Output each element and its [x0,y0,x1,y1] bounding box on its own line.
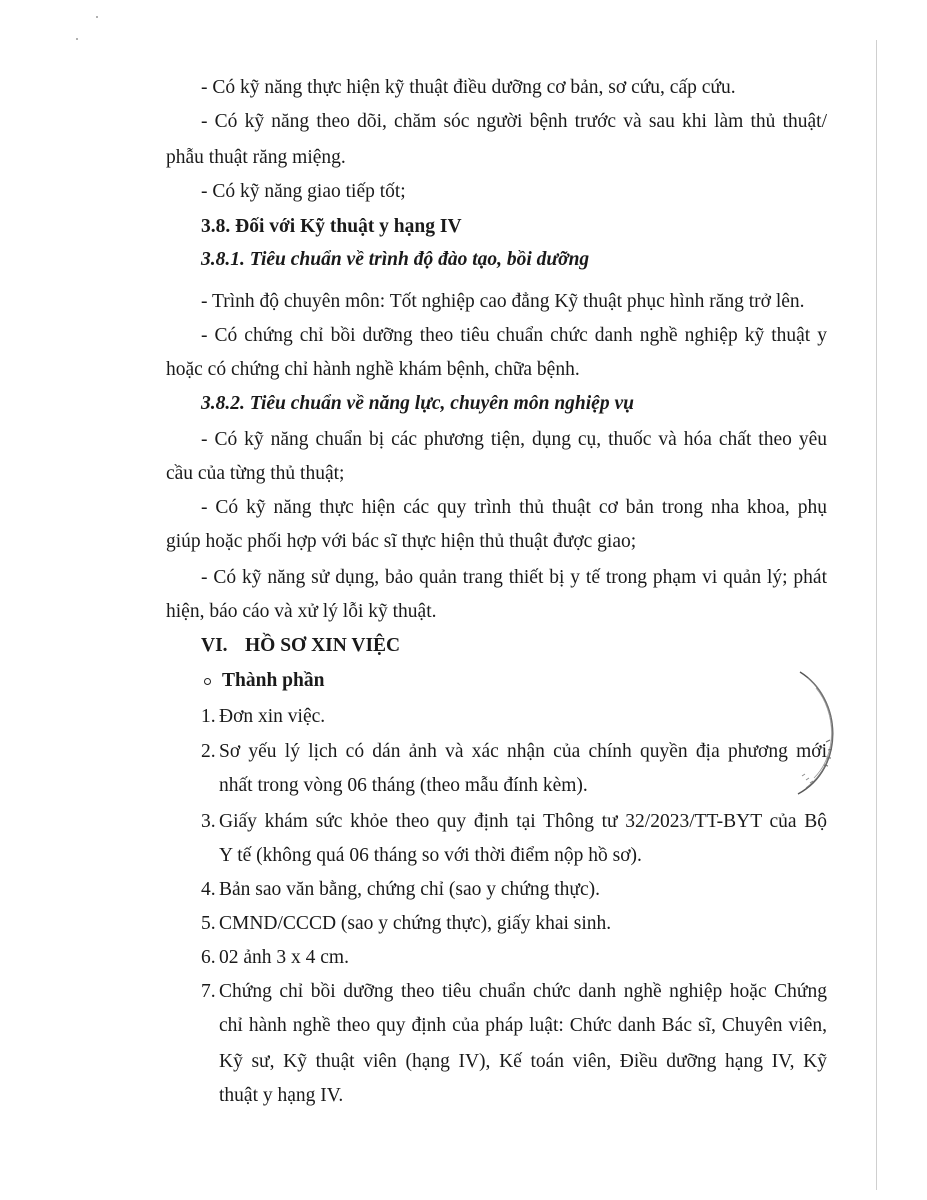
list-number: 5. [201,913,216,934]
paragraph-line: - Có kỹ năng giao tiếp tốt; [201,181,406,202]
list-item-line: nhất trong vòng 06 tháng (theo mẫu đính kèm). [219,775,588,796]
paragraph-line: - Có kỹ năng chuẩn bị các phương tiện, dụng cụ, thuốc và hóa chất theo yêu [201,429,827,450]
scan-speck [76,38,78,40]
section-numeral: VI. [201,635,228,656]
paragraph-line: - Có chứng chỉ bồi dưỡng theo tiêu chuẩn chức danh nghề nghiệp kỹ thuật y [201,325,827,346]
bullet-dot-icon [204,678,211,685]
list-number: 1. [201,706,216,727]
list-number: 7. [201,981,216,1002]
list-item-line: thuật y hạng IV. [219,1085,344,1106]
paragraph-line: giúp hoặc phối hợp với bác sĩ thực hiện thủ thuật được giao; [166,531,637,552]
seal-stamp-icon [790,668,850,798]
list-number: 2. [201,741,216,762]
list-item-line: Sơ yếu lý lịch có dán ảnh và xác nhận của chính quyền địa phương mới [219,741,827,762]
list-item-line: Đơn xin việc. [219,706,326,727]
paragraph-line: - Có kỹ năng sử dụng, bảo quản trang thiết bị y tế trong phạm vi quản lý; phát [201,567,827,588]
list-item-line: Chứng chỉ bồi dưỡng theo tiêu chuẩn chức danh nghề nghiệp hoặc Chứng [219,981,827,1002]
paragraph-line: cầu của từng thủ thuật; [166,463,345,484]
scan-speck [96,16,98,18]
subsection-heading: 3.8.2. Tiêu chuẩn về năng lực, chuyên môn nghiệp vụ [201,393,634,414]
list-item-line: Y tế (không quá 06 tháng so với thời điểm nộp hồ sơ). [219,845,642,866]
subsection-heading: 3.8.1. Tiêu chuẩn về trình độ đào tạo, bồi dưỡng [201,249,590,270]
paragraph-line: - Trình độ chuyên môn: Tốt nghiệp cao đẳng Kỹ thuật phục hình răng trở lên. [201,291,805,312]
paragraph-line: - Có kỹ năng thực hiện các quy trình thủ thuật cơ bản trong nha khoa, phụ [201,497,827,518]
components-heading: Thành phần [222,670,325,691]
page-edge-line [876,40,877,1190]
paragraph-line: - Có kỹ năng theo dõi, chăm sóc người bệnh trước và sau khi làm thủ thuật/ [201,111,827,132]
list-number: 3. [201,811,216,832]
list-item-line: chỉ hành nghề theo quy định của pháp luật: Chức danh Bác sĩ, Chuyên viên, [219,1015,827,1036]
paragraph-line: - Có kỹ năng thực hiện kỹ thuật điều dưỡng cơ bản, sơ cứu, cấp cứu. [201,77,736,98]
list-number: 6. [201,947,216,968]
paragraph-line: hiện, báo cáo và xử lý lỗi kỹ thuật. [166,601,437,622]
list-item-line: Giấy khám sức khỏe theo quy định tại Thông tư 32/2023/TT-BYT của Bộ [219,811,827,832]
list-item-line: CMND/CCCD (sao y chứng thực), giấy khai sinh. [219,913,612,934]
paragraph-line: hoặc có chứng chỉ hành nghề khám bệnh, chữa bệnh. [166,359,580,380]
list-number: 4. [201,879,216,900]
list-item-line: Bản sao văn bằng, chứng chỉ (sao y chứng thực). [219,879,600,900]
paragraph-line: phẫu thuật răng miệng. [166,147,346,168]
list-item-line: Kỹ sư, Kỹ thuật viên (hạng IV), Kế toán viên, Điều dưỡng hạng IV, Kỹ [219,1051,827,1072]
list-item-line: 02 ảnh 3 x 4 cm. [219,947,349,968]
section-heading: 3.8. Đối với Kỹ thuật y hạng IV [201,216,462,237]
section-title: HỒ SƠ XIN VIỆC [245,635,401,656]
